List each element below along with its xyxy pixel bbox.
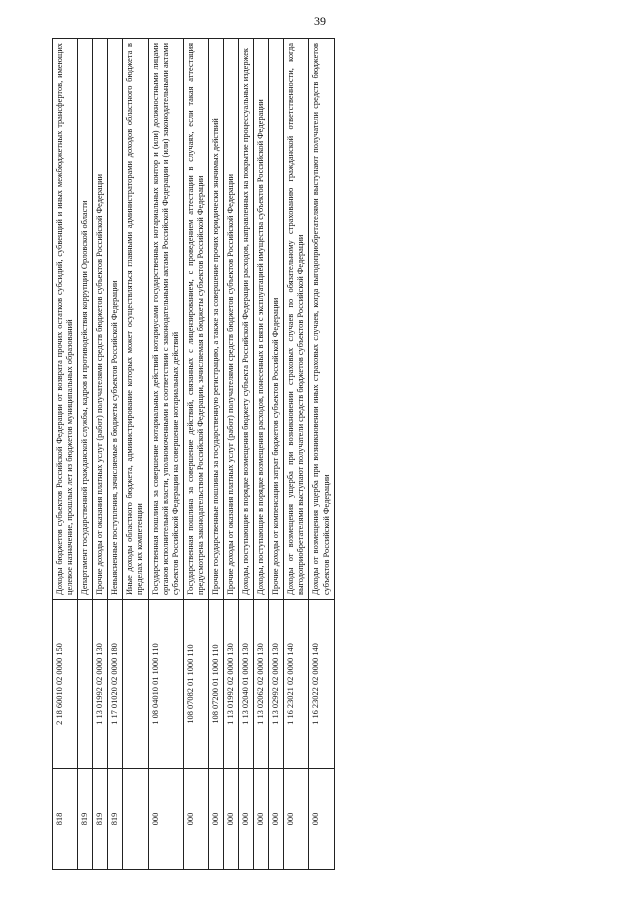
table-body	[53, 39, 335, 870]
revenue-name-cell: Государственная пошлина за совершение нотариальных действий нотариусами государственных нотариальных контор и (или) должностными лицами органов исполнительной власти, уполномоченными в соответствии с законодательными актами Российской Федерации и (или) законодательными актами субъектов Российской Федерации на совершение нотариальных действий	[148, 39, 183, 600]
table-row	[183, 39, 208, 870]
revenue-name-cell: Иные доходы областного бюджета, администрирование которых может осуществляться главными администраторами доходов областного бюджета в пределах их компетенции	[123, 39, 148, 600]
table-row	[284, 39, 309, 870]
admin-code-cell: 000	[239, 769, 254, 870]
revenue-code-cell: 108 07082 01 1000 110	[183, 600, 208, 769]
revenue-code-cell	[123, 600, 148, 769]
revenue-code-cell: 1 13 02062 02 0000 130	[254, 600, 269, 769]
revenue-code-cell: 2 18 60010 02 0000 150	[53, 600, 78, 769]
admin-code-cell: 000	[309, 769, 334, 870]
page-number: 39	[314, 14, 326, 28]
table-row	[123, 39, 148, 870]
revenue-name-cell: Доходы, поступающие в порядке возмещения расходов, понесенных в связи с эксплуатацией имущества субъектов Российской Федерации	[254, 39, 269, 600]
table-row	[208, 39, 223, 870]
revenue-name-cell: Невыясненные поступления, зачисляемые в бюджеты субъектов Российской Федерации	[108, 39, 123, 600]
revenue-name-cell: Прочие доходы от компенсации затрат бюджетов субъектов Российской Федерации	[269, 39, 284, 600]
revenue-name-cell: Государственная пошлина за совершение действий, связанных с лицензированием, с проведением аттестации в случаях, если такая аттестация предусмотрена законодательством Российской Федерации, зачисляемая в бюджеты субъектов Российской Федерации	[183, 39, 208, 600]
admin-code-cell: 000	[269, 769, 284, 870]
revenue-name-cell: Доходы от возмещения ущерба при возникновении страховых случаев по обязательному страхованию гражданской ответственности, когда выгодоприобретателями выступают получатели средств бюджетов субъектов Российской Федерации	[284, 39, 309, 600]
revenue-code-cell: 1 13 02040 01 0000 130	[239, 600, 254, 769]
admin-code-cell: 000	[183, 769, 208, 870]
revenue-code-cell: 1 16 23021 02 0000 140	[284, 600, 309, 769]
table-row	[53, 39, 78, 870]
table-row	[309, 39, 334, 870]
table-row	[254, 39, 269, 870]
revenue-name-cell: Департамент государственной гражданской службы, кадров и противодействия коррупции Орловской области	[78, 39, 93, 600]
table-row	[148, 39, 183, 870]
revenue-name-cell: Доходы, поступающие в порядке возмещения бюджету субъекта Российской Федерации расходов, направленных на покрытие процессуальных издержек	[239, 39, 254, 600]
admin-code-cell: 000	[208, 769, 223, 870]
admin-code-cell: 819	[108, 769, 123, 870]
admin-code-cell: 000	[224, 769, 239, 870]
document-sheet	[52, 38, 592, 870]
admin-code-cell: 819	[78, 769, 93, 870]
table-row	[239, 39, 254, 870]
admin-code-cell: 819	[93, 769, 108, 870]
revenue-name-cell: Прочие государственные пошлины за государственную регистрацию, а также за совершение прочих юридически значимых действий	[208, 39, 223, 600]
revenue-code-cell: 1 13 01992 02 0000 130	[93, 600, 108, 769]
revenue-code-cell: 108 07200 01 1000 110	[208, 600, 223, 769]
admin-code-cell	[123, 769, 148, 870]
revenue-code-cell	[78, 600, 93, 769]
revenue-code-cell: 1 08 04010 01 1000 110	[148, 600, 183, 769]
revenue-name-cell: Прочие доходы от оказания платных услуг (работ) получателями средств бюджетов субъектов Российской Федерации	[224, 39, 239, 600]
admin-code-cell: 000	[148, 769, 183, 870]
revenue-name-cell: Доходы бюджетов субъектов Российской Федерации от возврата прочих остатков субсидий, субвенций и иных межбюджетных трансфертов, имеющих целевое назначение, прошлых лет из бюджетов муниципальных образований	[53, 39, 78, 600]
table-row	[108, 39, 123, 870]
revenue-code-cell: 1 13 01992 02 0000 130	[224, 600, 239, 769]
revenue-name-cell: Прочие доходы от оказания платных услуг (работ) получателями средств бюджетов субъектов Российской Федерации	[93, 39, 108, 600]
admin-code-cell: 000	[254, 769, 269, 870]
table-row	[78, 39, 93, 870]
table-row	[269, 39, 284, 870]
revenue-name-cell: Доходы от возмещения ущерба при возникновении иных страховых случаев, когда выгодоприобретателями выступают получатели средств бюджетов субъектов Российской Федерации	[309, 39, 334, 600]
admin-code-cell: 000	[284, 769, 309, 870]
admin-code-cell: 818	[53, 769, 78, 870]
revenue-code-cell: 1 17 01020 02 0000 180	[108, 600, 123, 769]
revenue-codes-table	[52, 38, 335, 870]
revenue-code-cell: 1 16 23022 02 0000 140	[309, 600, 334, 769]
table-row	[224, 39, 239, 870]
table-row	[93, 39, 108, 870]
revenue-code-cell: 1 13 02992 02 0000 130	[269, 600, 284, 769]
